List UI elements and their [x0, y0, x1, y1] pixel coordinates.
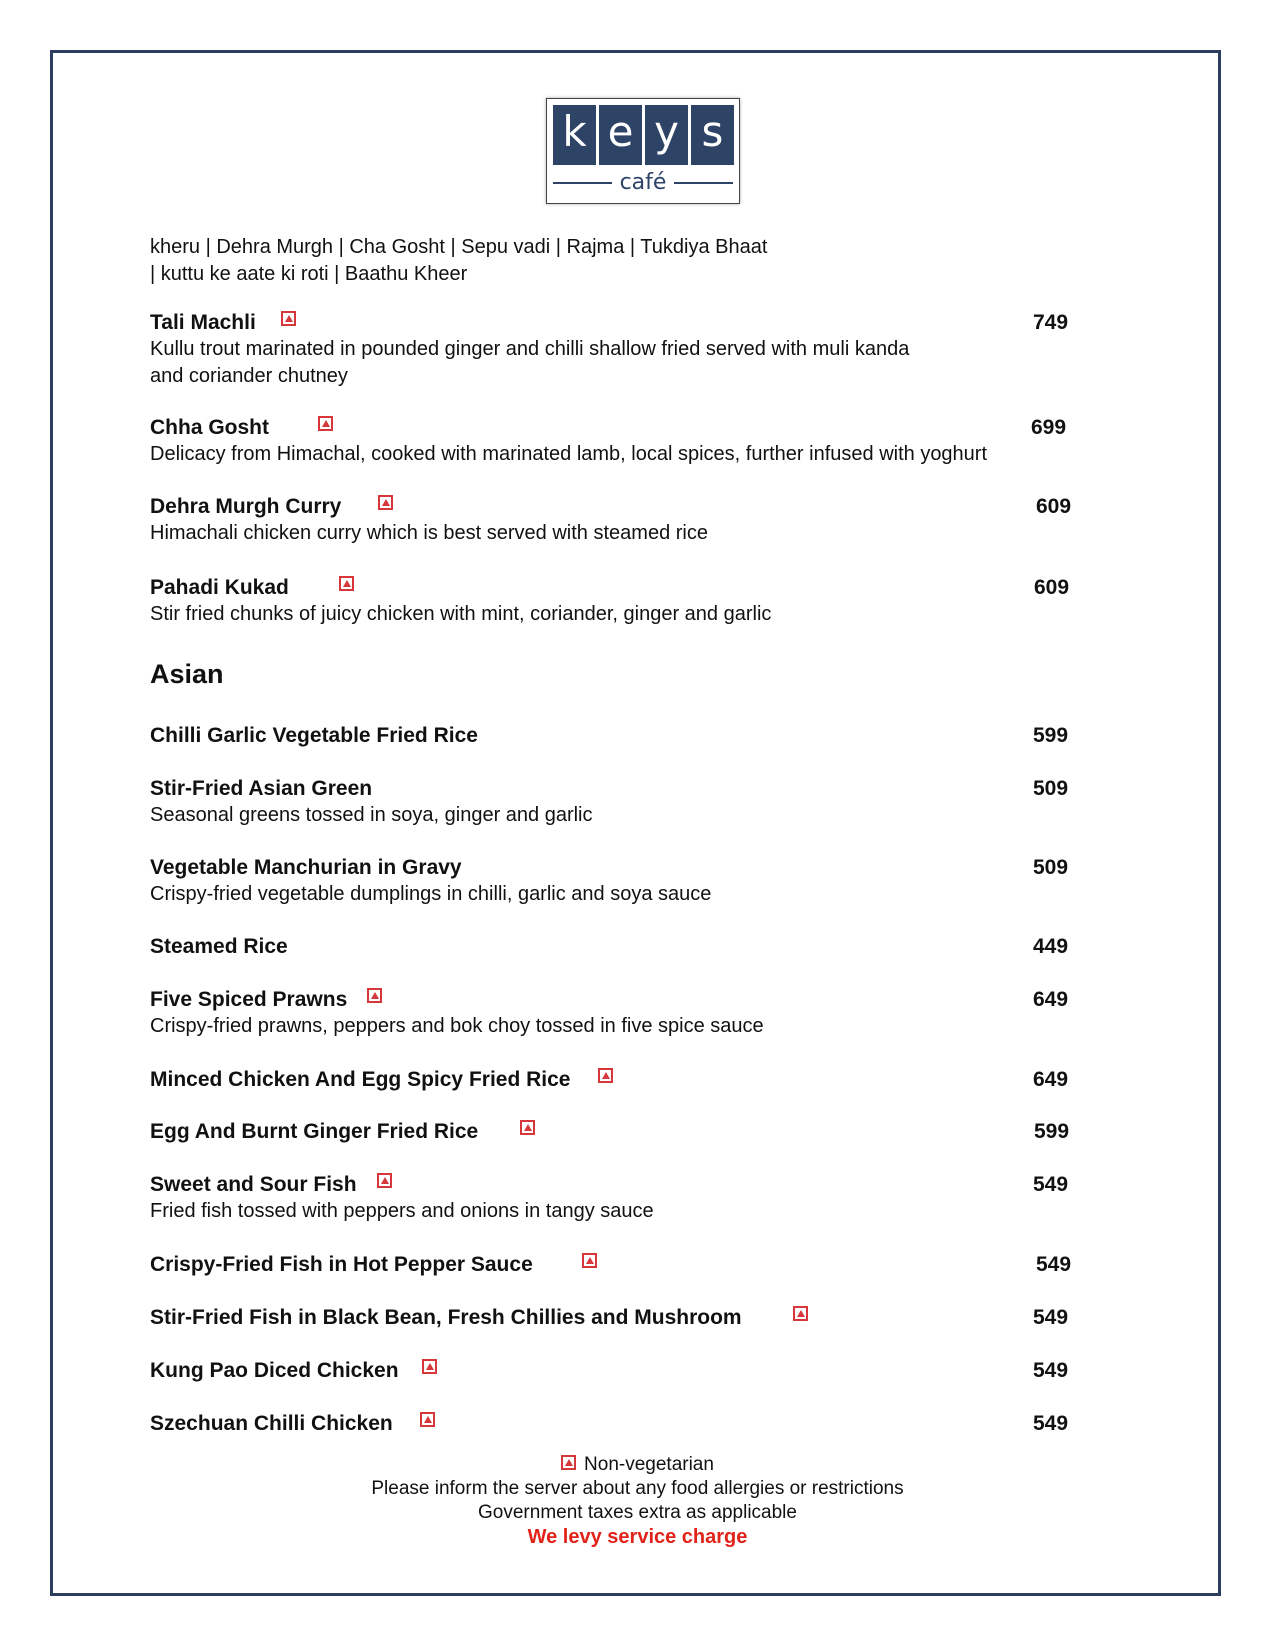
non-veg-icon [377, 1173, 392, 1188]
item-price: 609 [1034, 576, 1070, 599]
item-price: 599 [1033, 724, 1069, 747]
non-veg-icon [378, 495, 393, 510]
non-veg-icon [281, 311, 296, 326]
item-name: Vegetable Manchurian in Gravy [150, 856, 462, 879]
menu-item [150, 1410, 1090, 1437]
logo-letter: s [691, 105, 734, 165]
menu-footer [0, 1453, 1275, 1549]
non-veg-icon [367, 988, 382, 1003]
non-veg-icon [318, 416, 333, 431]
himachali-dish-list [150, 234, 850, 288]
tax-note: Government taxes extra as applicable [478, 1502, 797, 1523]
item-price: 649 [1033, 1068, 1069, 1091]
item-price: 509 [1033, 856, 1069, 879]
menu-item [150, 1251, 1090, 1278]
intro-line: kheru | Dehra Murgh | Cha Gosht | Sepu vadi | Rajma | Tukdiya Bhaat [150, 236, 768, 258]
non-veg-icon [420, 1412, 435, 1427]
item-price: 549 [1033, 1306, 1069, 1329]
item-description: Fried fish tossed with peppers and onions in tangy sauce [150, 1200, 654, 1222]
menu-item [150, 1118, 1090, 1145]
non-veg-icon [561, 1455, 576, 1470]
non-veg-icon [582, 1253, 597, 1268]
item-description: Seasonal greens tossed in soya, ginger and garlic [150, 804, 593, 826]
item-name: Pahadi Kukad [150, 576, 289, 599]
menu-item [150, 933, 1090, 960]
item-price: 549 [1033, 1173, 1069, 1196]
item-price: 549 [1036, 1253, 1072, 1276]
item-price: 649 [1033, 988, 1069, 1011]
menu-item [150, 309, 1090, 390]
intro-line: | kuttu ke aate ki roti | Baathu Kheer [150, 263, 468, 285]
logo-letter: e [599, 105, 642, 165]
menu-item [150, 722, 1090, 749]
item-name: Chha Gosht [150, 416, 269, 439]
item-price: 549 [1033, 1412, 1069, 1435]
menu-item [150, 1357, 1090, 1384]
item-name: Crispy-Fried Fish in Hot Pepper Sauce [150, 1253, 533, 1276]
legend [561, 1453, 714, 1477]
item-price: 449 [1033, 935, 1069, 958]
item-name: Tali Machli [150, 311, 256, 334]
menu-item [150, 493, 1090, 547]
item-description: Kullu trout marinated in pounded ginger and chilli shallow fried served with muli kanda [150, 338, 910, 360]
logo-letter: y [645, 105, 688, 165]
non-veg-icon [793, 1306, 808, 1321]
item-price: 549 [1033, 1359, 1069, 1382]
menu-item [150, 574, 1090, 628]
item-name: Szechuan Chilli Chicken [150, 1412, 393, 1435]
section-title-asian: Asian [150, 659, 224, 689]
item-price: 599 [1034, 1120, 1070, 1143]
item-name: Dehra Murgh Curry [150, 495, 342, 518]
non-veg-icon [339, 576, 354, 591]
item-price: 609 [1036, 495, 1072, 518]
item-price: 749 [1033, 311, 1069, 334]
non-veg-icon [422, 1359, 437, 1374]
item-description: Crispy-fried prawns, peppers and bok choy tossed in five spice sauce [150, 1015, 764, 1037]
item-name: Chilli Garlic Vegetable Fried Rice [150, 724, 478, 747]
logo-letter: k [553, 105, 596, 165]
item-price: 699 [1031, 416, 1067, 439]
menu-item [150, 775, 1090, 829]
item-description: and coriander chutney [150, 365, 348, 387]
logo-rule [553, 182, 612, 184]
menu-item [150, 1304, 1090, 1331]
item-name: Minced Chicken And Egg Spicy Fried Rice [150, 1068, 571, 1091]
item-name: Kung Pao Diced Chicken [150, 1359, 399, 1382]
keys-cafe-logo [546, 98, 740, 204]
logo-subtitle: café [619, 170, 667, 195]
item-price: 509 [1033, 777, 1069, 800]
menu-item [150, 854, 1090, 908]
item-description: Delicacy from Himachal, cooked with marinated lamb, local spices, further infused with yoghurt [150, 443, 988, 465]
menu-item [150, 986, 1090, 1040]
menu-item [150, 1066, 1090, 1093]
menu-item [150, 1171, 1090, 1225]
non-veg-icon [598, 1068, 613, 1083]
item-name: Steamed Rice [150, 935, 288, 958]
item-name: Sweet and Sour Fish [150, 1173, 357, 1196]
item-name: Egg And Burnt Ginger Fried Rice [150, 1120, 479, 1143]
legend-label: Non-vegetarian [584, 1454, 714, 1475]
service-charge-note: We levy service charge [527, 1526, 748, 1548]
item-description: Crispy-fried vegetable dumplings in chilli, garlic and soya sauce [150, 883, 712, 905]
logo-rule [674, 182, 733, 184]
item-description: Stir fried chunks of juicy chicken with mint, coriander, ginger and garlic [150, 603, 772, 625]
allergy-note: Please inform the server about any food allergies or restrictions [371, 1478, 904, 1499]
item-name: Five Spiced Prawns [150, 988, 348, 1011]
menu-item [150, 414, 1090, 468]
item-name: Stir-Fried Fish in Black Bean, Fresh Chillies and Mushroom [150, 1306, 742, 1329]
non-veg-icon [520, 1120, 535, 1135]
item-description: Himachali chicken curry which is best served with steamed rice [150, 522, 708, 544]
item-name: Stir-Fried Asian Green [150, 777, 373, 800]
